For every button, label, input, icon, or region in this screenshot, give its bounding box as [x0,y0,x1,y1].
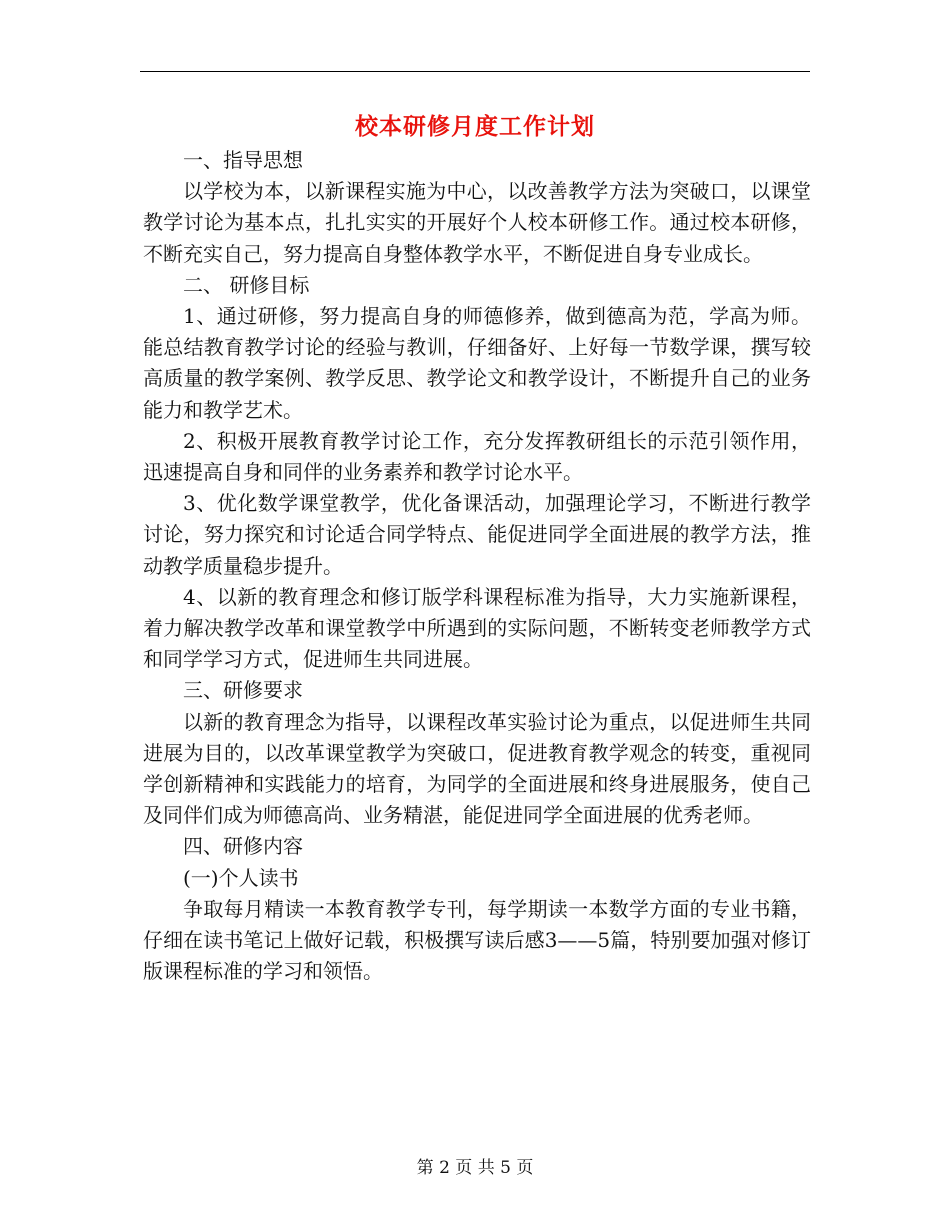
paragraph-personal-reading: 争取每月精读一本教育教学专刊，每学期读一本数学方面的专业书籍，仔细在读书笔记上做好记载，积极撰写读后感3——5篇，特别要加强对修订版课程标准的学习和领悟。 [143,896,811,984]
section-heading-goals: 二、 研修目标 [183,272,310,297]
paragraph-goal-2: 2、积极开展教育教学讨论工作，充分发挥教研组长的示范引领作用，迅速提高自身和同伴的业务素养和教学讨论水平。 [143,428,811,485]
subheading-personal-reading: (一)个人读书 [183,865,299,890]
paragraph-requirements: 以新的教育理念为指导，以课程改革实验讨论为重点，以促进师生共同进展为目的，以改革课堂教学为突破口，促进教育教学观念的转变，重视同学创新精神和实践能力的培育，为同学的全面进展和终身进展服务，使自己及同伴们成为师德高尚、业务精湛，能促进同学全面进展的优秀老师。 [143,709,811,828]
document-body [143,145,811,987]
document-title: 校本研修月度工作计划 [355,114,595,140]
section-heading-guiding-thought: 一、指导思想 [183,148,303,172]
paragraph-goal-4: 4、以新的教育理念和修订版学科课程标准为指导，大力实施新课程，着力解决教学改革和课堂教学中所遇到的实际问题，不断转变老师教学方式和同学学习方式，促进师生共同进展。 [143,584,811,672]
section-heading-content: 四、研修内容 [183,834,303,859]
header-rule [140,71,810,72]
page-number-footer: 第 2 页 共 5 页 [416,1158,534,1178]
section-heading-requirements: 三、研修要求 [183,678,303,703]
paragraph-goal-3: 3、优化数学课堂教学，优化备课活动，加强理论学习，不断进行教学讨论，努力探究和讨论适合同学特点、能促进同学全面进展的教学方法，推动教学质量稳步提升。 [143,491,811,578]
paragraph-guiding-thought: 以学校为本，以新课程实施为中心，以改善教学方法为突破口，以课堂教学讨论为基本点，扎扎实实的开展好个人校本研修工作。通过校本研修，不断充实自己，努力提高自身整体教学水平，不断促进自身专业成长。 [143,179,811,266]
paragraph-goal-1: 1、通过研修，努力提高自身的师德修养，做到德高为范，学高为师。能总结教育教学讨论的经验与教训，仔细备好、上好每一节数学课，撰写较高质量的教学案例、教学反思、教学论文和教学设计，不断提升自己的业务能力和教学艺术。 [143,304,811,422]
